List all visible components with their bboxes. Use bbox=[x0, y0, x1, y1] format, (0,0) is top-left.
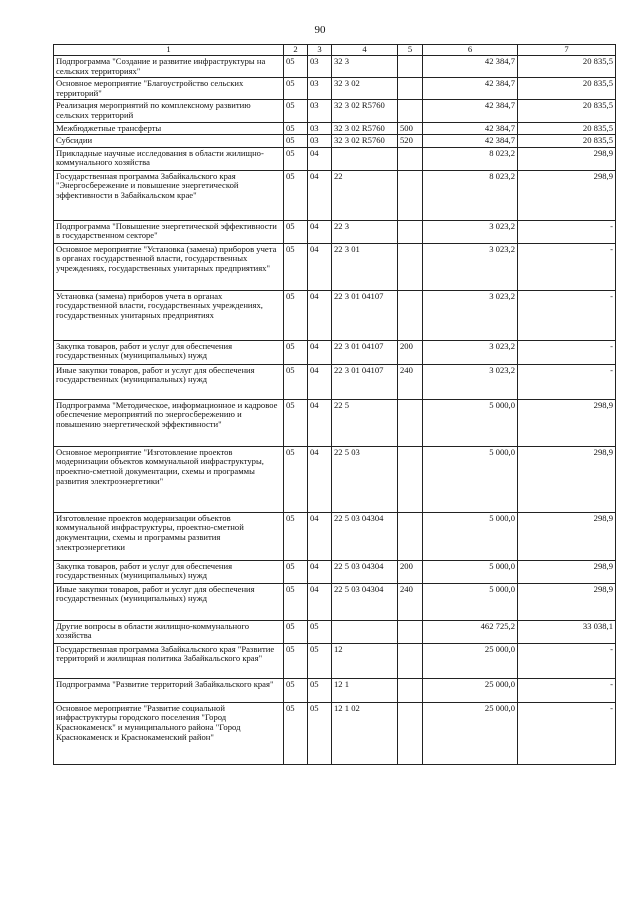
row-amount-1: 5 000,0 bbox=[423, 560, 518, 583]
row-expense-type bbox=[398, 56, 423, 78]
row-name: Закупка товаров, работ и услуг для обеспечения государственных (муниципальных) нужд bbox=[54, 340, 284, 364]
row-section: 05 bbox=[284, 290, 308, 340]
row-amount-2: 298,9 bbox=[518, 560, 616, 583]
row-target-article: 22 5 03 bbox=[332, 446, 398, 512]
row-amount-2: 20 835,5 bbox=[518, 135, 616, 148]
column-number: 1 bbox=[54, 45, 284, 56]
row-expense-type: 240 bbox=[398, 364, 423, 399]
row-section: 05 bbox=[284, 560, 308, 583]
row-amount-2: 298,9 bbox=[518, 170, 616, 220]
table-row bbox=[54, 399, 616, 446]
row-section: 05 bbox=[284, 620, 308, 643]
row-amount-2: 298,9 bbox=[518, 446, 616, 512]
row-subsection: 04 bbox=[308, 399, 332, 446]
table-row bbox=[54, 364, 616, 399]
row-target-article: 22 3 01 04107 bbox=[332, 340, 398, 364]
row-name: Основное мероприятие "Изготовление проектов модернизации объектов коммунальной инфраструктуры, проектно-сметной документации, схемы и программы развития электроэнергетики" bbox=[54, 446, 284, 512]
row-target-article: 22 3 bbox=[332, 220, 398, 243]
row-section: 05 bbox=[284, 56, 308, 78]
row-name: Иные закупки товаров, работ и услуг для обеспечения государственных (муниципальных) нужд bbox=[54, 364, 284, 399]
table-row bbox=[54, 170, 616, 220]
row-expense-type bbox=[398, 100, 423, 122]
row-subsection: 05 bbox=[308, 620, 332, 643]
row-expense-type bbox=[398, 512, 423, 560]
row-amount-2: - bbox=[518, 702, 616, 764]
row-subsection: 03 bbox=[308, 100, 332, 122]
row-amount-1: 42 384,7 bbox=[423, 78, 518, 100]
row-subsection: 04 bbox=[308, 290, 332, 340]
row-expense-type: 240 bbox=[398, 583, 423, 620]
row-name: Подпрограмма "Создание и развитие инфраструктуры на сельских территориях" bbox=[54, 56, 284, 78]
row-target-article: 12 1 02 bbox=[332, 702, 398, 764]
row-amount-2: 20 835,5 bbox=[518, 122, 616, 135]
row-section: 05 bbox=[284, 583, 308, 620]
row-name: Государственная программа Забайкальского края "Развитие территорий и жилищная политика Забайкальского края" bbox=[54, 643, 284, 678]
row-name: Прикладные научные исследования в области жилищно-коммунального хозяйства bbox=[54, 147, 284, 170]
row-name: Межбюджетные трансферты bbox=[54, 122, 284, 135]
column-number: 2 bbox=[284, 45, 308, 56]
row-amount-1: 25 000,0 bbox=[423, 702, 518, 764]
row-amount-1: 3 023,2 bbox=[423, 220, 518, 243]
table-row bbox=[54, 678, 616, 702]
row-subsection: 04 bbox=[308, 583, 332, 620]
table-row bbox=[54, 702, 616, 764]
row-target-article: 22 5 03 04304 bbox=[332, 583, 398, 620]
row-expense-type: 500 bbox=[398, 122, 423, 135]
row-subsection: 05 bbox=[308, 643, 332, 678]
row-section: 05 bbox=[284, 243, 308, 290]
row-amount-2: 20 835,5 bbox=[518, 100, 616, 122]
row-amount-1: 3 023,2 bbox=[423, 243, 518, 290]
row-section: 05 bbox=[284, 78, 308, 100]
column-number: 3 bbox=[308, 45, 332, 56]
row-name: Изготовление проектов модернизации объектов коммунальной инфраструктуры, проектно-сметной документации, схемы и программы развития электроэнергетики bbox=[54, 512, 284, 560]
row-target-article: 22 5 03 04304 bbox=[332, 512, 398, 560]
row-expense-type bbox=[398, 399, 423, 446]
row-amount-2: 298,9 bbox=[518, 583, 616, 620]
row-amount-2: 20 835,5 bbox=[518, 78, 616, 100]
table-row bbox=[54, 446, 616, 512]
table-row bbox=[54, 512, 616, 560]
row-amount-1: 8 023,2 bbox=[423, 147, 518, 170]
row-expense-type bbox=[398, 290, 423, 340]
row-target-article: 22 5 03 04304 bbox=[332, 560, 398, 583]
column-number-row bbox=[54, 45, 616, 56]
table-row bbox=[54, 147, 616, 170]
row-subsection: 04 bbox=[308, 170, 332, 220]
row-name: Установка (замена) приборов учета в органах государственной власти, государственных учреждениях, государственных унитарных предприятиях bbox=[54, 290, 284, 340]
table-row bbox=[54, 122, 616, 135]
row-expense-type bbox=[398, 702, 423, 764]
row-target-article: 32 3 02 R5760 bbox=[332, 135, 398, 148]
row-target-article bbox=[332, 147, 398, 170]
table-row bbox=[54, 78, 616, 100]
row-section: 05 bbox=[284, 512, 308, 560]
row-amount-2: 33 038,1 bbox=[518, 620, 616, 643]
row-name: Основное мероприятие "Благоустройство сельских территорий" bbox=[54, 78, 284, 100]
row-name: Подпрограмма "Развитие территорий Забайкальского края" bbox=[54, 678, 284, 702]
row-section: 05 bbox=[284, 643, 308, 678]
budget-table bbox=[53, 44, 616, 765]
table-row bbox=[54, 340, 616, 364]
row-amount-2: - bbox=[518, 340, 616, 364]
row-amount-2: - bbox=[518, 220, 616, 243]
row-amount-1: 5 000,0 bbox=[423, 512, 518, 560]
row-amount-2: - bbox=[518, 678, 616, 702]
row-amount-2: 298,9 bbox=[518, 399, 616, 446]
row-subsection: 05 bbox=[308, 702, 332, 764]
row-amount-1: 42 384,7 bbox=[423, 100, 518, 122]
table-row bbox=[54, 100, 616, 122]
row-subsection: 04 bbox=[308, 446, 332, 512]
column-number: 7 bbox=[518, 45, 616, 56]
row-expense-type bbox=[398, 220, 423, 243]
row-target-article bbox=[332, 620, 398, 643]
row-subsection: 05 bbox=[308, 678, 332, 702]
row-amount-2: - bbox=[518, 290, 616, 340]
row-amount-1: 5 000,0 bbox=[423, 583, 518, 620]
table-row bbox=[54, 220, 616, 243]
row-target-article: 22 3 01 bbox=[332, 243, 398, 290]
row-subsection: 04 bbox=[308, 340, 332, 364]
row-section: 05 bbox=[284, 678, 308, 702]
row-expense-type bbox=[398, 446, 423, 512]
row-section: 05 bbox=[284, 170, 308, 220]
row-section: 05 bbox=[284, 364, 308, 399]
row-name: Реализация мероприятий по комплексному развитию сельских территорий bbox=[54, 100, 284, 122]
row-amount-1: 42 384,7 bbox=[423, 56, 518, 78]
row-amount-2: 20 835,5 bbox=[518, 56, 616, 78]
table-row bbox=[54, 135, 616, 148]
row-expense-type: 200 bbox=[398, 560, 423, 583]
row-target-article: 22 bbox=[332, 170, 398, 220]
row-amount-2: 298,9 bbox=[518, 147, 616, 170]
row-section: 05 bbox=[284, 399, 308, 446]
row-name: Другие вопросы в области жилищно-коммунального хозяйства bbox=[54, 620, 284, 643]
row-name: Субсидии bbox=[54, 135, 284, 148]
row-subsection: 04 bbox=[308, 243, 332, 290]
row-section: 05 bbox=[284, 100, 308, 122]
row-section: 05 bbox=[284, 340, 308, 364]
row-expense-type bbox=[398, 147, 423, 170]
row-subsection: 04 bbox=[308, 560, 332, 583]
row-target-article: 32 3 02 R5760 bbox=[332, 122, 398, 135]
row-expense-type: 520 bbox=[398, 135, 423, 148]
row-section: 05 bbox=[284, 446, 308, 512]
row-expense-type bbox=[398, 678, 423, 702]
row-amount-1: 5 000,0 bbox=[423, 399, 518, 446]
row-subsection: 03 bbox=[308, 122, 332, 135]
row-target-article: 22 3 01 04107 bbox=[332, 364, 398, 399]
row-amount-1: 3 023,2 bbox=[423, 290, 518, 340]
row-subsection: 03 bbox=[308, 56, 332, 78]
table-row bbox=[54, 620, 616, 643]
row-name: Государственная программа Забайкальского края "Энергосбережение и повышение энергетической эффективности в Забайкальском крае" bbox=[54, 170, 284, 220]
row-expense-type: 200 bbox=[398, 340, 423, 364]
row-name: Подпрограмма "Повышение энергетической эффективности в государственном секторе" bbox=[54, 220, 284, 243]
row-expense-type bbox=[398, 78, 423, 100]
row-amount-1: 8 023,2 bbox=[423, 170, 518, 220]
row-amount-1: 42 384,7 bbox=[423, 122, 518, 135]
row-target-article: 32 3 02 bbox=[332, 78, 398, 100]
row-target-article: 12 bbox=[332, 643, 398, 678]
row-name: Основное мероприятие "Развитие социальной инфраструктуры городского поселения "Город Краснокаменск" и муниципального района "Город Краснокаменск и Краснокаменский район" bbox=[54, 702, 284, 764]
table-row bbox=[54, 56, 616, 78]
row-expense-type bbox=[398, 243, 423, 290]
row-section: 05 bbox=[284, 122, 308, 135]
row-subsection: 03 bbox=[308, 135, 332, 148]
row-target-article: 32 3 02 R5760 bbox=[332, 100, 398, 122]
row-amount-2: - bbox=[518, 243, 616, 290]
row-target-article: 32 3 bbox=[332, 56, 398, 78]
row-expense-type bbox=[398, 620, 423, 643]
row-section: 05 bbox=[284, 220, 308, 243]
table-row bbox=[54, 290, 616, 340]
row-amount-1: 25 000,0 bbox=[423, 643, 518, 678]
row-name: Иные закупки товаров, работ и услуг для обеспечения государственных (муниципальных) нужд bbox=[54, 583, 284, 620]
row-amount-2: 298,9 bbox=[518, 512, 616, 560]
row-name: Закупка товаров, работ и услуг для обеспечения государственных (муниципальных) нужд bbox=[54, 560, 284, 583]
row-name: Подпрограмма "Методическое, информационное и кадровое обеспечение мероприятий по энергосбережению и повышению энергетической эффективности" bbox=[54, 399, 284, 446]
row-amount-2: - bbox=[518, 643, 616, 678]
page-number: 90 bbox=[314, 24, 326, 36]
column-number: 6 bbox=[423, 45, 518, 56]
row-target-article: 12 1 bbox=[332, 678, 398, 702]
table-body bbox=[54, 56, 616, 765]
column-number: 5 bbox=[398, 45, 423, 56]
table-row bbox=[54, 583, 616, 620]
row-section: 05 bbox=[284, 135, 308, 148]
table-row bbox=[54, 243, 616, 290]
row-section: 05 bbox=[284, 147, 308, 170]
row-subsection: 04 bbox=[308, 512, 332, 560]
row-subsection: 04 bbox=[308, 220, 332, 243]
table-row bbox=[54, 560, 616, 583]
row-amount-1: 3 023,2 bbox=[423, 340, 518, 364]
row-target-article: 22 5 bbox=[332, 399, 398, 446]
row-amount-1: 42 384,7 bbox=[423, 135, 518, 148]
row-subsection: 03 bbox=[308, 78, 332, 100]
row-expense-type bbox=[398, 170, 423, 220]
row-amount-1: 25 000,0 bbox=[423, 678, 518, 702]
row-amount-2: - bbox=[518, 364, 616, 399]
row-amount-1: 3 023,2 bbox=[423, 364, 518, 399]
column-number: 4 bbox=[332, 45, 398, 56]
row-subsection: 04 bbox=[308, 147, 332, 170]
row-expense-type bbox=[398, 643, 423, 678]
row-target-article: 22 3 01 04107 bbox=[332, 290, 398, 340]
row-section: 05 bbox=[284, 702, 308, 764]
row-subsection: 04 bbox=[308, 364, 332, 399]
row-amount-1: 462 725,2 bbox=[423, 620, 518, 643]
table-row bbox=[54, 643, 616, 678]
row-name: Основное мероприятие "Установка (замена) приборов учета в органах государственной власти, государственных учреждениях, государственных унитарных предприятиях" bbox=[54, 243, 284, 290]
row-amount-1: 5 000,0 bbox=[423, 446, 518, 512]
